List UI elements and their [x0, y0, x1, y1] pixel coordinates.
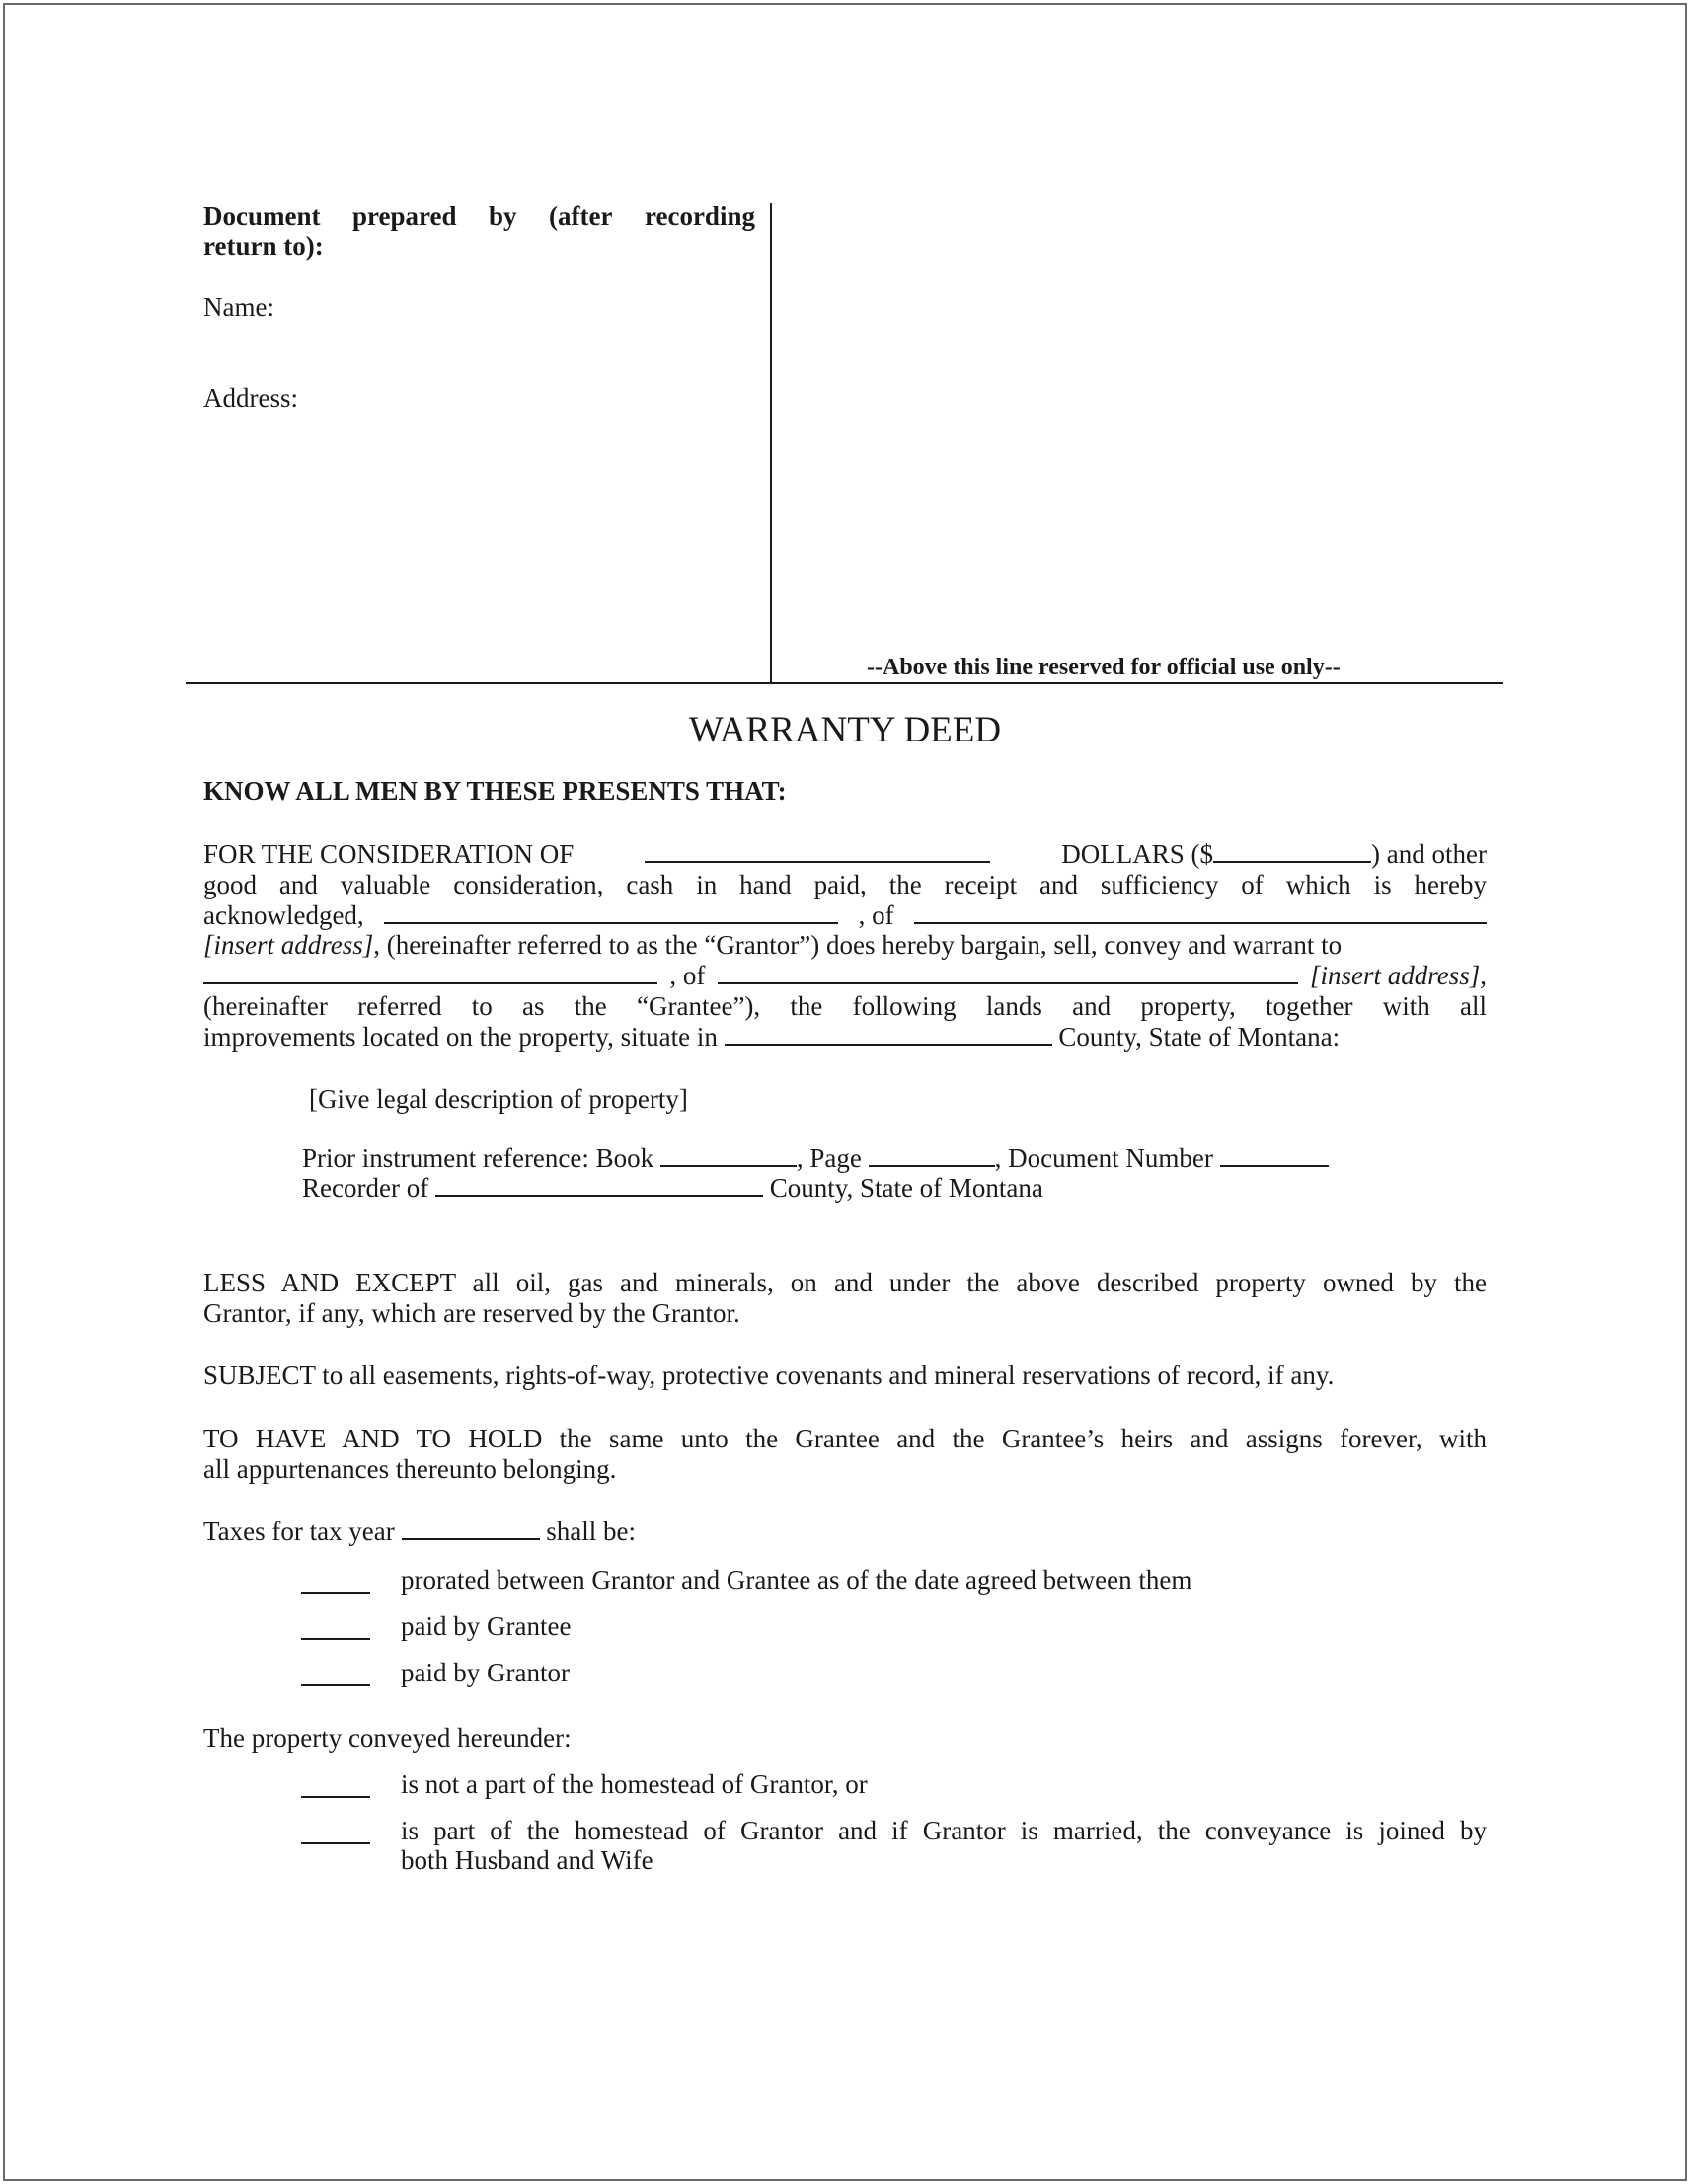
- dollars-text: DOLLARS ($: [1061, 839, 1214, 869]
- dollars-label: [1061, 839, 1487, 870]
- document-title: WARRANTY DEED: [688, 710, 1002, 750]
- less-except-line-2: Grantor, if any, which are reserved by the Grantor.: [203, 1297, 740, 1328]
- homestead-option-not-part: is not a part of the homestead of Grantor, or: [401, 1769, 868, 1799]
- book-label: Prior instrument reference: Book: [302, 1143, 654, 1173]
- reserved-notice: --Above this line reserved for official use only--: [867, 655, 1341, 680]
- prepared-by-word: (after: [549, 201, 613, 231]
- legal-description-placeholder: [Give legal description of property]: [309, 1084, 688, 1114]
- less-except-line-1: LESS AND EXCEPT all oil, gas and minerals, on and under the above described property owned by the: [203, 1268, 1487, 1297]
- consideration-line-4: [203, 930, 1487, 961]
- page-label: , Page: [796, 1143, 862, 1173]
- tax-option-prorated: prorated between Grantor and Grantee as of the date agreed between them: [401, 1565, 1192, 1595]
- grantor-address-blank[interactable]: [914, 900, 1487, 924]
- habendum-line-1: TO HAVE AND TO HOLD the same unto the Grantee and the Grantee’s heirs and assigns forever, with: [203, 1424, 1487, 1453]
- tax-option-grantee: paid by Grantee: [401, 1611, 572, 1641]
- consideration-label: FOR THE CONSIDERATION OF: [203, 839, 575, 869]
- less-except-paragraph: [203, 1268, 1487, 1329]
- recorder-county-blank[interactable]: [435, 1173, 763, 1197]
- tax-option-blank[interactable]: [301, 1638, 370, 1640]
- homestead-option-part-line-2: both Husband and Wife: [401, 1845, 653, 1875]
- grantee-address-blank[interactable]: [718, 961, 1298, 984]
- book-blank[interactable]: [660, 1143, 797, 1167]
- consideration-line-7: [203, 1022, 1487, 1053]
- tax-option-blank[interactable]: [301, 1684, 370, 1686]
- consideration-line-3: [203, 900, 1487, 931]
- recorder-label: Recorder of: [302, 1173, 429, 1203]
- prepared-by-word: Document: [203, 201, 321, 231]
- header-vertical-divider: [770, 203, 772, 683]
- tax-option-blank[interactable]: [301, 1592, 370, 1594]
- grantor-name-blank[interactable]: [384, 900, 838, 924]
- document-number-label: , Document Number: [994, 1143, 1213, 1173]
- header-horizontal-divider: [186, 682, 1503, 684]
- homestead-option-blank[interactable]: [301, 1796, 370, 1798]
- of-text: , of: [858, 899, 894, 930]
- page-blank[interactable]: [869, 1143, 995, 1167]
- prior-instrument-line-1: [302, 1143, 1329, 1173]
- habendum-line-2: all appurtenances thereunto belonging.: [203, 1453, 617, 1484]
- shall-be-text: shall be:: [546, 1517, 636, 1546]
- prepared-by-word: by: [489, 201, 517, 231]
- habendum-paragraph: [203, 1424, 1487, 1485]
- prior-instrument-line-2: [302, 1173, 1043, 1203]
- insert-address-hint: [insert address]: [203, 930, 374, 961]
- consideration-line-5: [203, 961, 1487, 991]
- intro-heading: KNOW ALL MEN BY THESE PRESENTS THAT:: [203, 776, 787, 806]
- homestead-option-blank[interactable]: [301, 1842, 370, 1844]
- name-label: Name:: [203, 292, 274, 322]
- amount-number-blank[interactable]: [1213, 839, 1371, 863]
- prepared-by-line1: [203, 201, 755, 231]
- grantor-definition-text: , (hereinafter referred to as the “Grantor”) does hereby bargain, sell, convey and warrant to: [373, 930, 1343, 961]
- consideration-paragraph: [203, 839, 1487, 1053]
- prepared-by-line2: return to):: [203, 231, 324, 261]
- and-other-text: ) and other: [1371, 839, 1487, 869]
- tax-year-blank[interactable]: [402, 1517, 540, 1540]
- page-border: [3, 3, 1687, 2181]
- homestead-lead: The property conveyed hereunder:: [203, 1723, 572, 1753]
- consideration-line-2: good and valuable consideration, cash in hand paid, the receipt and sufficiency of which is hereby: [203, 869, 1487, 899]
- homestead-option-part-line-1: is part of the homestead of Grantor and if Grantor is married, the conveyance is joined by: [401, 1816, 1487, 1845]
- prepared-by-word: recording: [644, 201, 755, 231]
- taxes-lead: [203, 1517, 636, 1546]
- grantee-name-blank[interactable]: [203, 961, 657, 984]
- amount-words-blank[interactable]: [645, 839, 990, 863]
- acknowledged-text: acknowledged,: [203, 899, 364, 930]
- of-text: , of: [669, 961, 706, 991]
- subject-to-paragraph: SUBJECT to all easements, rights-of-way, protective covenants and mineral reservations of record, if any.: [203, 1361, 1335, 1390]
- address-label: Address:: [203, 383, 298, 413]
- comma-text: ,: [1480, 961, 1487, 991]
- prepared-by-word: prepared: [351, 201, 457, 231]
- county-state-text: County, State of Montana:: [1058, 1021, 1341, 1052]
- insert-address-hint: [insert address]: [1309, 961, 1481, 991]
- recorder-county-text: County, State of Montana: [769, 1173, 1043, 1203]
- consideration-line-6: (hereinafter referred to as the “Grantee”), the following lands and property, together with all: [203, 990, 1487, 1021]
- document-number-blank[interactable]: [1220, 1143, 1329, 1167]
- tax-option-grantor: paid by Grantor: [401, 1658, 570, 1687]
- taxes-lead-text: Taxes for tax year: [203, 1517, 395, 1546]
- consideration-line-1: [203, 839, 1487, 870]
- situate-text: improvements located on the property, situate in: [203, 1021, 718, 1052]
- county-blank[interactable]: [725, 1022, 1052, 1046]
